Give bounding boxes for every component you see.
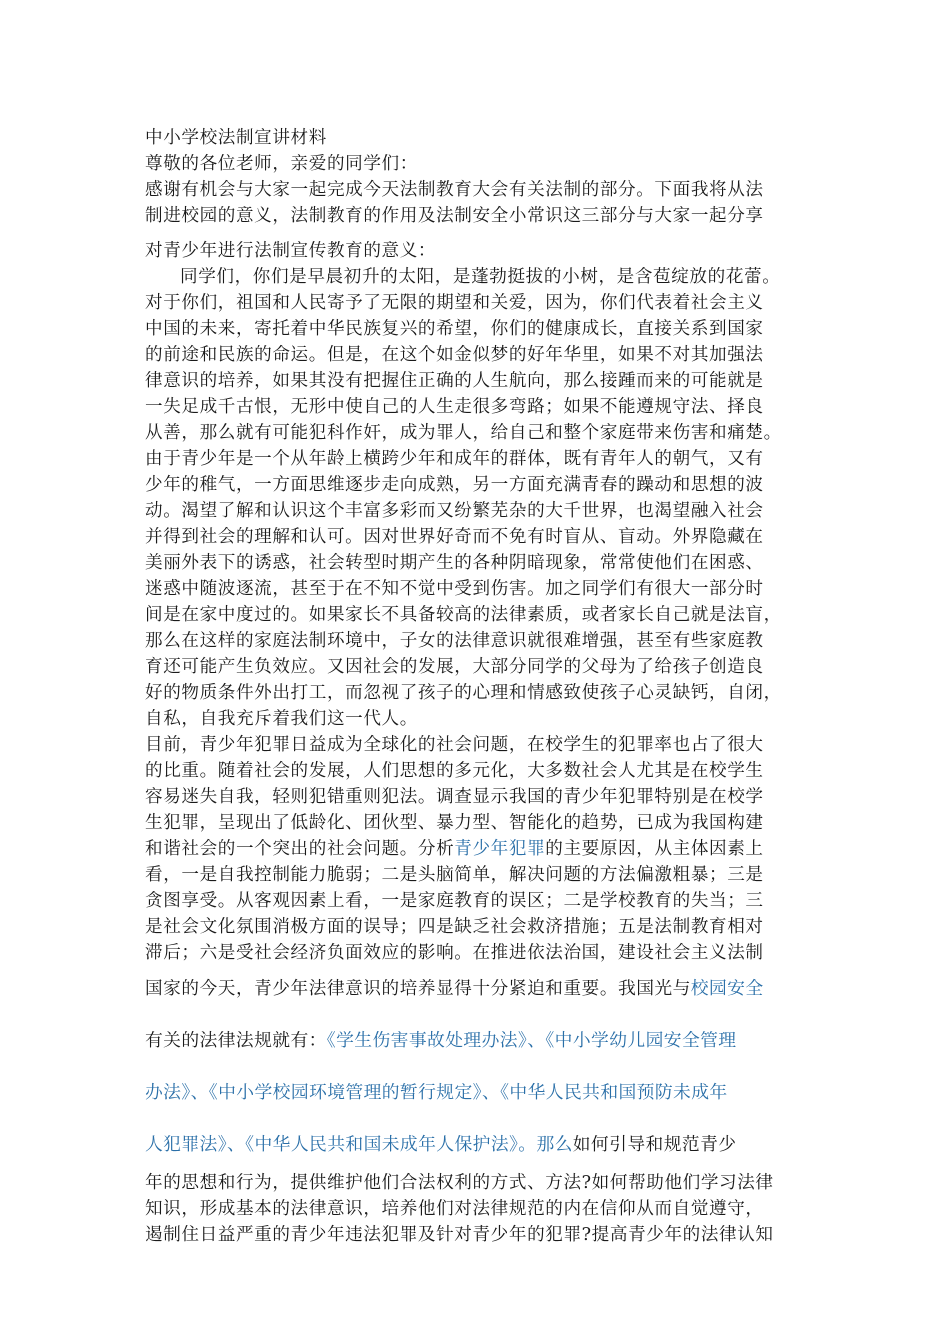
laws-text: 如何引导和规范青少 <box>572 1135 737 1155</box>
laws-line <box>145 1082 728 1104</box>
para2-text: 和谐社会的一个突出的社会问题。分析 <box>145 839 455 859</box>
intro-line-2: 制进校园的意义，法制教育的作用及法制安全小常识这三部分与大家一起分享 <box>145 206 764 226</box>
para1-line: 同学们，你们是早晨初升的太阳，是蓬勃挺拔的小树，是含苞绽放的花蕾。 <box>180 267 781 287</box>
intro-line-1: 感谢有机会与大家一起完成今天法制教育大会有关法制的部分。下面我将从法 <box>145 180 764 200</box>
para2-line: 滞后；六是受社会经济负面效应的影响。在推进依法治国，建设社会主义法制 <box>145 943 764 963</box>
laws-prefix: 有关的法律法规就有： <box>145 1030 327 1051</box>
para1-line: 好的物质条件外出打工，而忽视了孩子的心理和情感致使孩子心灵缺钙，自闭， <box>145 683 782 703</box>
laws-link[interactable]: 《学生伤害事故处理办法》、《中小学幼儿园安全管理 <box>326 1030 737 1051</box>
section-heading: 对青少年进行法制宣传教育的意义： <box>145 241 437 261</box>
para2-text: 国家的今天，青少年法律意识的培养显得十分紧迫和重要。 <box>145 979 619 999</box>
laws-line <box>145 1030 737 1052</box>
para2-line: 目前，青少年犯罪日益成为全球化的社会问题，在校学生的犯罪率也占了很大 <box>145 735 764 755</box>
laws-line <box>145 1134 737 1156</box>
para1-line: 的前途和民族的命运。但是，在这个如金似梦的好年华里，如果不对其加强法 <box>145 345 764 365</box>
para1-line: 由于青少年是一个从年龄上横跨少年和成年的群体，既有青年人的朝气，又有 <box>145 449 764 469</box>
laws-link[interactable]: 办法》、《中小学校园环境管理的暂行规定》、《中华人民共和国预防未成年 <box>145 1082 728 1103</box>
para2-line: 看，一是自我控制能力脆弱；二是头脑简单，解决问题的方法偏激粗暴；三是 <box>145 865 764 885</box>
para1-line: 一失足成千古恨，无形中使自己的人生走很多弯路；如果不能遵规守法、择良 <box>145 397 764 417</box>
para1-line: 动。渴望了解和认识这个丰富多彩而又纷繁芜杂的大千世界，也渴望融入社会 <box>145 501 764 521</box>
campus-safety-link[interactable]: 校园安全 <box>690 978 764 999</box>
para1-line: 并得到社会的理解和认可。因对世界好奇而不免有时盲从、盲动。外界隐藏在 <box>145 527 764 547</box>
para1-line: 自私，自我充斥着我们这一代人。 <box>145 709 418 729</box>
para2-line: 容易迷失自我，轻则犯错重则犯法。调查显示我国的青少年犯罪特别是在校学 <box>145 787 764 807</box>
document-title: 中小学校法制宣讲材料 <box>145 128 327 148</box>
para1-line: 少年的稚气，一方面思维逐步走向成熟，另一方面充满青春的躁动和思想的波 <box>145 475 764 495</box>
para1-line: 律意识的培养，如果其没有把握住正确的人生航向，那么接踵而来的可能就是 <box>145 371 764 391</box>
para2-line: 贪图享受。从客观因素上看，一是家庭教育的误区；二是学校教育的失当；三 <box>145 891 764 911</box>
para1-line: 从善，那么就有可能犯科作奸，成为罪人，给自己和整个家庭带来伤害和痛楚。 <box>145 423 782 443</box>
youth-crime-link[interactable]: 青少年犯罪 <box>454 839 546 859</box>
para1-line: 中国的未来，寄托着中华民族复兴的希望，你们的健康成长，直接关系到国家 <box>145 319 764 339</box>
closing-line: 年的思想和行为，提供维护他们合法权利的方式、方法?如何帮助他们学习法律 <box>145 1173 774 1193</box>
para2-line <box>145 978 764 1000</box>
para1-line: 对于你们，祖国和人民寄予了无限的期望和关爱，因为，你们代表着社会主义 <box>145 293 764 313</box>
para2-line: 的比重。随着社会的发展，人们思想的多元化，大多数社会人尤其是在校学生 <box>145 761 764 781</box>
greeting: 尊敬的各位老师，亲爱的同学们： <box>145 154 418 174</box>
para2-text: 的主要原因，从主体因素上 <box>545 839 764 859</box>
para1-line: 间是在家中度过的。如果家长不具备较高的法律素质，或者家长自己就是法盲， <box>145 605 782 625</box>
para2-line: 是社会文化氛围消极方面的误导；四是缺乏社会救济措施；五是法制教育相对 <box>145 917 764 937</box>
para1-line: 美丽外表下的诱惑，社会转型时期产生的各种阴暗现象，常常使他们在困惑、 <box>145 553 764 573</box>
para1-line: 那么在这样的家庭法制环境中，子女的法律意识就很难增强，甚至有些家庭教 <box>145 631 764 651</box>
closing-line: 知识，形成基本的法律意识，培养他们对法律规范的内在信仰从而自觉遵守， <box>145 1199 764 1219</box>
para1-line: 育还可能产生负效应。又因社会的发展，大部分同学的父母为了给孩子创造良 <box>145 657 764 677</box>
para2-line: 生犯罪，呈现出了低龄化、团伙型、暴力型、智能化的趋势，已成为我国构建 <box>145 813 764 833</box>
para2-line <box>145 838 764 860</box>
closing-line: 遏制住日益严重的青少年违法犯罪及针对青少年的犯罪?提高青少年的法律认知 <box>145 1225 774 1245</box>
laws-link[interactable]: 那么 <box>536 1134 573 1155</box>
laws-link[interactable]: 人犯罪法》、《中华人民共和国未成年人保护法》。 <box>145 1134 537 1155</box>
para2-text: 我国光与 <box>618 978 691 999</box>
para1-line: 迷惑中随波逐流，甚至于在不知不觉中受到伤害。加之同学们有很大一部分时 <box>145 579 764 599</box>
